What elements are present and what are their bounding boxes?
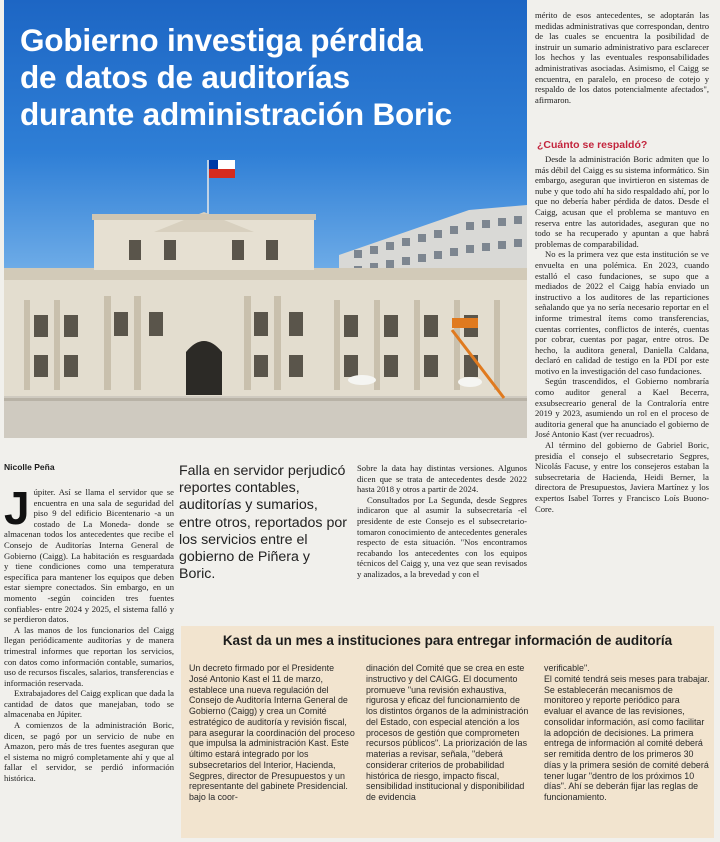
paragraph: Desde la administración Boric admiten que lo más débil del Caigg es su sistema informático. Sin embargo, aseguran que invirtieron en sistemas de nube y que todo ahí ha sido respaldado ahí, por lo que no debería haber pérdida de datos. Desde el Caigg, acusan que el problema se mantuvo en reserva entre las autoridades, aseguran que no todo se ha recuperado y apuntan a que habrá problemas de comparabilidad. [535, 154, 709, 249]
paragraph: A comienzos de la administración Boric, dicen, se pagó por un servicio de nube en Amazon, pero más de tres fuentes aseguran que el sistema no migró completamente ahí y que al fallar el servidor, se perdió información histórica. [4, 720, 174, 784]
box-column-2 [366, 663, 532, 803]
headline-line-1: Gobierno investiga pérdida [20, 22, 423, 58]
chile-flag [209, 160, 235, 178]
headline [20, 22, 490, 133]
paragraph: Extrabajadores del Caigg explican que dada la cantidad de datos que manejaban, todo se almacenaba en Júpiter. [4, 688, 174, 720]
byline: Nicolle Peña [4, 462, 55, 472]
paragraph: Consultados por La Segunda, desde Segpres indicaron que al asumir la subsecretaría -el presidente de este Consejo es el subsecretario- tomaron conocimiento de antecedentes generales respecto de esta situación. "Nos encontramos recabando los antecedentes con los equipos técnicos del Caigg y, una vez que sean revisados y analizados, a la brevedad y con el [357, 494, 527, 579]
box-title: Kast da un mes a instituciones para entregar información de auditoría [222, 633, 673, 648]
paragraph: El comité tendrá seis meses para trabajar. Se establecerán mecanismos de monitoreo y reporte periódico para evaluar el avance de las revisiones, consolidar información, así como facilitar la adopción de decisiones. La primera entrega de información al comité deberá ser remitida dentro de los primeros 30 días y la primera sesión de comité deberá tener lugar "dentro de los próximos 10 días". Ahí se deberán fijar las reglas de funcionamiento. [544, 673, 710, 802]
paragraph: A las manos de los funcionarios del Caigg llegan periódicamente auditorías y de manera trimestral informes que reportan los servicios, con datos como información contable, sumarios, uso de recursos fiscales, salarios, transferencias e información reservada. [4, 624, 174, 688]
paragraph: Un decreto firmado por el Presidente José Antonio Kast el 11 de marzo, establece una nueva regulación del Consejo de Auditoría Interna General de Gobierno (Caigg) y crea un Comité estratégico de auditoría y revisión fiscal, para asegurar la coordinación del proceso que impulsa la administración Kast. Este último estará integrado por los subsecretarios del Interior, Hacienda, Segpres, director de Presupuestos y un representante del gabinete Presidencial. bajo la coor- [189, 663, 355, 802]
box-column-3 [544, 663, 710, 803]
paragraph: Según trascendidos, el Gobierno nombraría como auditor general a Kael Becerra, exsubsecreario general de la Contraloría entre 2019 y 2023, asumiendo un rol en el proceso de auditoria general que ha anunciado el gobierno de José Antonio Kast (ver recuadros). [535, 376, 709, 440]
paragraph: No es la primera vez que esta institución se ve envuelta en una polémica. En 2023, cuando estalló el caso fundaciones, se supo que a mediados de 2022 el Caigg había enviado un instructivo a los auditores de las reparticiones señalando que ya no sería necesario reportar en el informe trimestral ítems como transferencias, cuentas corrientes, conflictos de interés, cuentas por cobrar, cuentas por pagar, entre otros. De hecho, la auditora general, Daniella Caldana, declaró en calidad de testigo en la PDI por este motivo en la investigación del caso fundaciones. [535, 249, 709, 376]
article-column-3 [357, 463, 527, 580]
paragraph: úpiter. Así se llama el servidor que se encuentra en una sala de seguridad del piso 9 del edificio Bicentenario -a un costado de La Moneda- donde se almacenan todos los antecedentes que recibe el Consejo de Auditorías Interna General de Gobierno (Caigg). La habitación es resguardada y tiene condiciones como una temperatura específica para mantener los equipos que deben estar siempre conectados. Sin embargo, en un momento -según coinciden tres fuentes confiables- entre 2024 y 2025, el sistema falló y se perdieron datos. [4, 487, 174, 625]
paragraph: Sobre la data hay distintas versiones. Algunos dicen que se trata de antecedentes desde 2022 hasta 2018 y otros a partir de 2024. [357, 463, 527, 495]
box-column-1 [189, 663, 355, 803]
article-column-1 [4, 482, 174, 784]
paragraph: verificable". [544, 663, 590, 673]
paragraph: Al término del gobierno de Gabriel Boric, presidía el consejo el subsecretario Segpres, Nicolás Facuse, y entre los consejeros estaban la subsecretaria de Hacienda, Heidi Berner, la directora de Presupuestos, Javiera Martínez y los expertos Isabel Torres y Francisco Loís Buono-Core. [535, 440, 709, 514]
dropcap: J [4, 482, 30, 534]
sidebar-box [181, 626, 714, 838]
paragraph: dinación del Comité que se crea en este instructivo y del CAIGG. El documento promueve "una revisión exhaustiva, rigurosa y eficaz del funcionamiento de los distintos órganos de la administración del Estado, con especial atención a los procesos de gestión que comprometen recursos públicos". La priorización de las materias a revisar, señala, "deberá considerar criterios de probabilidad histórica de riesgo, impacto fiscal, sensibilidad institucional y disponibilidad de evidencia [366, 663, 529, 802]
headline-line-2: de datos de auditorías [20, 59, 350, 95]
headline-line-3: durante administración Boric [20, 96, 452, 132]
subheading: ¿Cuánto se respaldó? [537, 139, 648, 151]
hero-photo [4, 0, 527, 438]
pull-quote: Falla en servidor perjudicó reportes contables, auditorías y sumarios, entre otros, reportados por los servicios entre el gobierno de Piñera y Boric. [179, 463, 347, 583]
plaza [4, 396, 527, 438]
article-column-4-top [535, 10, 709, 105]
paragraph: mérito de esos antecedentes, se adoptarán las medidas administrativas que correspondan, dentro de las cuales se encuentra la posibilidad de instruir un sumario administrativo para esclarecer los hechos y las eventuales responsabilidades administrativas asociadas. Asimismo, el Caigg se encuentra, en paralelo, en proceso de cotejo y respaldo de los datos potencialmente afectados", afirmaron. [535, 10, 709, 105]
article-column-4 [535, 154, 709, 514]
